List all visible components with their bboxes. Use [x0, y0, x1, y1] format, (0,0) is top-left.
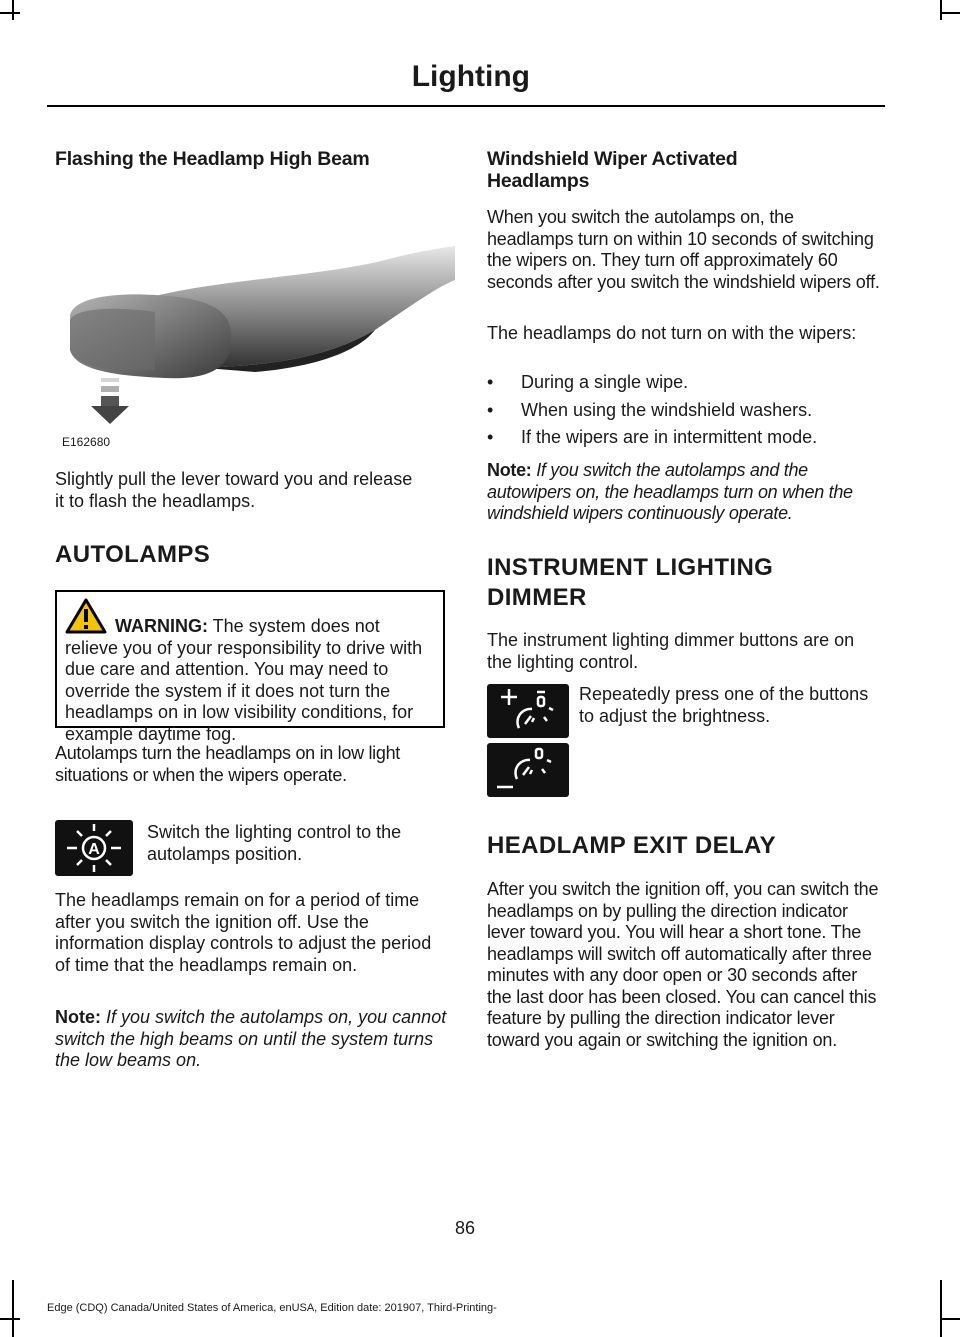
note-label: Note: [487, 460, 532, 480]
dimmer-heading: INSTRUMENT LIGHTING DIMMER [487, 554, 774, 611]
exit-delay-heading: HEADLAMP EXIT DELAY [487, 832, 776, 859]
wiper-bullet-list [487, 372, 882, 449]
warning-text [65, 616, 435, 745]
lever-figure [55, 240, 455, 455]
warning-triangle-icon [65, 598, 107, 634]
dimmer-press-paragraph: Repeatedly press one of the buttons to adjust the brightness. [579, 684, 869, 726]
note-text: If you switch the autolamps on, you cannot switch the high beams on until the system turns the low beams on. [55, 1007, 447, 1070]
note-text: If you switch the autolamps and the autowipers on, the headlamps turn on when the windshield wipers continuously operate. [487, 460, 853, 523]
switch-paragraph: Switch the lighting control to the autolamps position. [147, 822, 402, 864]
dimmer-down-icon [487, 743, 569, 797]
crop-mark [940, 12, 960, 14]
dimmer-up-symbol [487, 684, 569, 738]
crop-mark [940, 1280, 942, 1337]
lever-illustration [55, 240, 455, 455]
svg-text:A: A [88, 841, 100, 858]
remain-paragraph: The headlamps remain on for a period of time after you switch the ignition off. Use the information display controls to adjust the period of time that the headlamps remain on. [55, 890, 432, 975]
note-label: Note: [55, 1007, 101, 1027]
crop-mark [12, 1280, 14, 1337]
list-item: • During a single wipe. [487, 372, 689, 392]
crop-mark [0, 12, 20, 14]
warning-box [55, 590, 445, 744]
wiper-paragraph: When you switch the autolamps on, the headlamps turn on within 10 seconds of switching the wipers on. They turn off approximately 60 seconds after you switch the windshield wipers off. [487, 207, 880, 292]
list-item: • When using the windshield washers. [487, 399, 813, 420]
not-on-paragraph: The headlamps do not turn on with the wipers: [487, 323, 857, 343]
exit-delay-paragraph: After you switch the ignition off, you can switch the headlamps on by pulling the direction indicator lever toward you. You will hear a short tone. The headlamps will switch off automatically after three minutes with any door open or 30 seconds after the last door has been closed. You can cancel this feature by pulling the direction indicator lever toward you again or switching the ignition on. [487, 879, 879, 1050]
autolamps-heading: AUTOLAMPS [55, 541, 211, 568]
dimmer-paragraph: The instrument lighting dimmer buttons are on the lighting control. [487, 630, 855, 672]
autolamps-symbol [55, 820, 133, 876]
crop-mark [0, 1318, 20, 1320]
dimmer-up-icon [487, 684, 569, 738]
header-rule [47, 105, 885, 107]
flash-paragraph: Slightly pull the lever toward you and release it to flash the headlamps. [55, 469, 413, 511]
warning-label: WARNING: [115, 616, 208, 636]
wiper-heading: Windshield Wiper Activated Headlamps [487, 148, 738, 192]
warning-body: The system does not relieve you of your responsibility to drive with due care and attention. You may need to override the system if it does not turn the headlamps on in low visibility conditions, for example daytime fog. [65, 616, 423, 744]
autolamps-icon [55, 820, 133, 876]
page-number: 86 [454, 1218, 476, 1238]
crop-mark [12, 0, 14, 20]
left-note [55, 1007, 447, 1072]
autolamps-paragraph: Autolamps turn the headlamps on in low light situations or when the wipers operate. [55, 743, 401, 785]
crop-mark [940, 0, 942, 20]
crop-mark [940, 1318, 960, 1320]
right-note [487, 460, 882, 525]
dimmer-down-symbol [487, 743, 569, 797]
list-item: • If the wipers are in intermittent mode. [487, 427, 818, 447]
section-title: Lighting [411, 60, 530, 93]
edition-line: Edge (CDQ) Canada/United States of America, enUSA, Edition date: 201907, Third-Printing- [47, 1302, 497, 1314]
figure-code: E162680 [62, 435, 111, 449]
flash-heading: Flashing the Headlamp High Beam [55, 148, 370, 170]
